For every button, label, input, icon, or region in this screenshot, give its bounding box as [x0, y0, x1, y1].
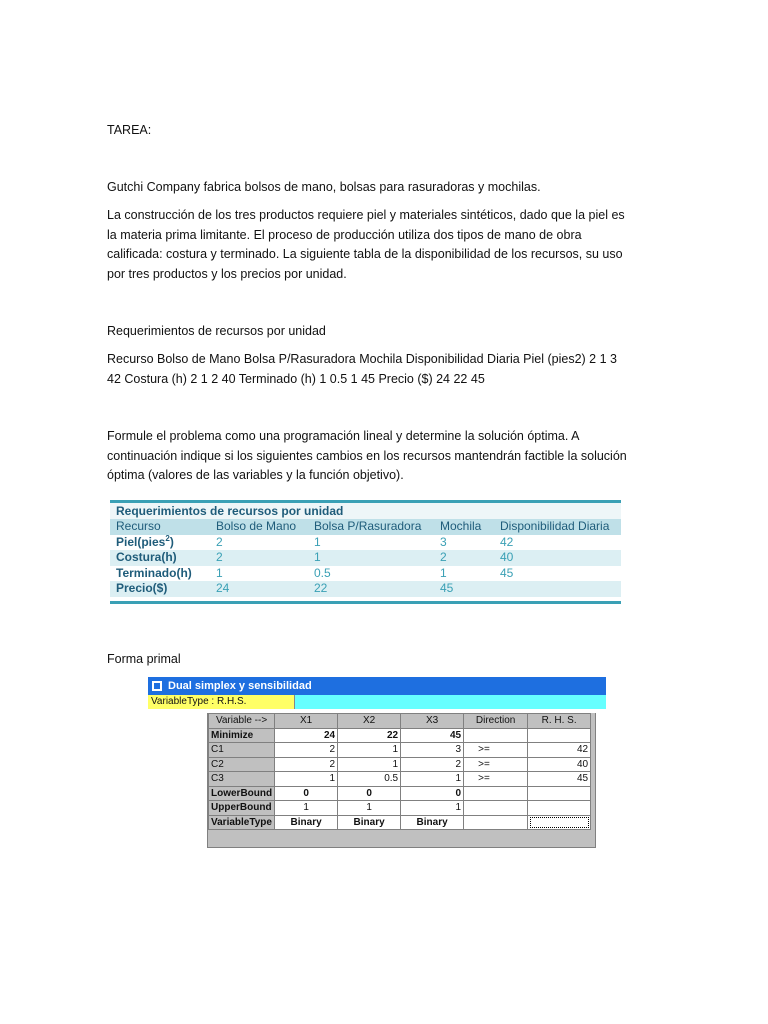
- grid-cell[interactable]: 1: [275, 772, 338, 787]
- grid-cell[interactable]: 2: [275, 743, 338, 758]
- grid-cell[interactable]: 0: [275, 786, 338, 801]
- grid-cell[interactable]: Binary: [338, 815, 401, 830]
- table-cell: 2: [216, 550, 223, 564]
- variable-type-label: VariableType : R.H.S.: [148, 695, 295, 709]
- grid-cell[interactable]: 1: [338, 743, 401, 758]
- row-header[interactable]: LowerBound: [209, 786, 275, 801]
- requirements-row-piel: [110, 535, 621, 551]
- table-cell: 40: [500, 550, 514, 564]
- grid-row-c3: [209, 772, 591, 787]
- column-header[interactable]: Direction: [464, 714, 528, 729]
- column-header[interactable]: Variable -->: [209, 714, 275, 729]
- requirements-table-title: Requerimientos de recursos por unidad: [110, 503, 621, 519]
- grid-cell[interactable]: 0: [401, 786, 464, 801]
- row-label: Terminado(h): [116, 565, 192, 580]
- requirements-row-terminado: [110, 566, 621, 582]
- column-header[interactable]: X3: [401, 714, 464, 729]
- grid-row-upperbound: [209, 801, 591, 816]
- grid-cell[interactable]: 24: [275, 728, 338, 743]
- row-header[interactable]: VariableType: [209, 815, 275, 830]
- table-cell: 24: [216, 581, 230, 595]
- header-cell: Mochila: [440, 519, 482, 533]
- row-label: Costura(h): [116, 550, 177, 564]
- grid-cell[interactable]: 1: [275, 801, 338, 816]
- subheading-requirements: Requerimientos de recursos por unidad: [107, 324, 326, 338]
- row-header[interactable]: C3: [209, 772, 275, 787]
- grid-cell[interactable]: 3: [401, 743, 464, 758]
- requirements-table: [110, 500, 621, 604]
- table-cell: 1: [314, 550, 321, 564]
- intro-paragraph: Gutchi Company fabrica bolsos de mano, bolsas para rasuradoras y mochilas.: [107, 180, 541, 194]
- grid-cell[interactable]: >=: [464, 743, 528, 758]
- grid-cell[interactable]: [528, 801, 591, 816]
- row-header[interactable]: C2: [209, 757, 275, 772]
- grid-row-lowerbound: [209, 786, 591, 801]
- grid-cell[interactable]: [464, 786, 528, 801]
- grid-cell[interactable]: 22: [338, 728, 401, 743]
- window-title: Dual simplex y sensibilidad: [168, 680, 312, 692]
- header-cell: Disponibilidad Diaria: [500, 519, 610, 533]
- grid-cell[interactable]: [464, 728, 528, 743]
- table-cell: 1: [216, 565, 223, 580]
- dual-simplex-window: [148, 677, 606, 847]
- spreadsheet-grid: [207, 713, 596, 848]
- table-cell: 22: [314, 581, 328, 595]
- header-cell: Bolso de Mano: [216, 519, 297, 533]
- grid-cell[interactable]: 45: [401, 728, 464, 743]
- lp-model-table: [208, 713, 591, 830]
- grid-cell[interactable]: [528, 786, 591, 801]
- grid-cell[interactable]: 0: [338, 786, 401, 801]
- table-cell: 45: [500, 565, 514, 580]
- grid-cell[interactable]: 0.5: [338, 772, 401, 787]
- instruction-paragraph: Formule el problema como una programación lineal y determine la solución óptima. A continuación indique si los siguientes cambios en los recursos mantendrán factible la solución óptima (valores de las variables y la función objetivo).: [107, 429, 627, 482]
- table-cell: 3: [440, 534, 447, 549]
- window-titlebar[interactable]: [148, 677, 606, 695]
- grid-cell[interactable]: Binary: [275, 815, 338, 830]
- table-cell: 2: [216, 534, 223, 549]
- grid-cell[interactable]: [528, 728, 591, 743]
- header-cell: Recurso: [116, 519, 161, 533]
- column-header[interactable]: X1: [275, 714, 338, 729]
- table-cell: 42: [500, 534, 514, 549]
- grid-cell[interactable]: 1: [401, 772, 464, 787]
- row-label: Piel(pies$^2$): [116, 533, 174, 549]
- flat-table-paragraph: Recurso Bolso de Mano Bolsa P/Rasuradora Mochila Disponibilidad Diaria Piel (pies2) 2 1 3 42 Costura (h) 2 1 2 40 Terminado (h) 1 0.5 1 45 Precio ($) 24 22 45: [107, 352, 617, 386]
- grid-row-variabletype: [209, 815, 591, 830]
- table-cell: 1: [314, 534, 321, 549]
- table-cell: 45: [440, 581, 454, 595]
- grid-cell[interactable]: 2: [275, 757, 338, 772]
- requirements-table-header: [110, 519, 621, 535]
- row-header[interactable]: UpperBound: [209, 801, 275, 816]
- grid-cell[interactable]: [464, 801, 528, 816]
- grid-cell[interactable]: 2: [401, 757, 464, 772]
- selected-grid-cell[interactable]: [528, 815, 591, 830]
- heading-tarea: TAREA:: [107, 123, 152, 137]
- row-header[interactable]: Minimize: [209, 728, 275, 743]
- table-cell: 1: [440, 565, 447, 580]
- column-header[interactable]: R. H. S.: [528, 714, 591, 729]
- grid-cell[interactable]: 40: [528, 757, 591, 772]
- grid-header-row: [209, 714, 591, 729]
- grid-cell[interactable]: 1: [338, 757, 401, 772]
- table-cell: 0.5: [314, 565, 331, 580]
- grid-row-c2: [209, 757, 591, 772]
- problem-paragraph: La construcción de los tres productos requiere piel y materiales sintéticos, dado que la piel es la materia prima limitante. El proceso de producción utiliza dos tipos de mano de obra calificada: costura y terminado. La siguiente tabla de la disponibilidad de los recursos, su uso por tres productos y los precios por unidad.: [107, 208, 625, 281]
- column-header[interactable]: X2: [338, 714, 401, 729]
- variable-type-edit-field[interactable]: [295, 695, 606, 709]
- grid-cell[interactable]: Binary: [401, 815, 464, 830]
- row-header[interactable]: C1: [209, 743, 275, 758]
- table-cell: [500, 581, 621, 597]
- grid-cell[interactable]: 42: [528, 743, 591, 758]
- grid-cell[interactable]: 1: [338, 801, 401, 816]
- grid-cell[interactable]: >=: [464, 757, 528, 772]
- grid-cell[interactable]: 45: [528, 772, 591, 787]
- subheading-forma-primal: Forma primal: [107, 652, 181, 666]
- grid-cell[interactable]: 1: [401, 801, 464, 816]
- row-label: Precio($): [116, 581, 168, 595]
- grid-cell[interactable]: >=: [464, 772, 528, 787]
- requirements-row-precio: [110, 581, 621, 597]
- grid-cell[interactable]: [464, 815, 528, 830]
- header-cell: Bolsa P/Rasuradora: [314, 519, 422, 533]
- grid-row-minimize: [209, 728, 591, 743]
- grid-row-c1: [209, 743, 591, 758]
- app-icon: [152, 681, 162, 691]
- table-cell: 2: [440, 550, 447, 564]
- variable-type-bar: [148, 695, 606, 709]
- requirements-row-costura: [110, 550, 621, 566]
